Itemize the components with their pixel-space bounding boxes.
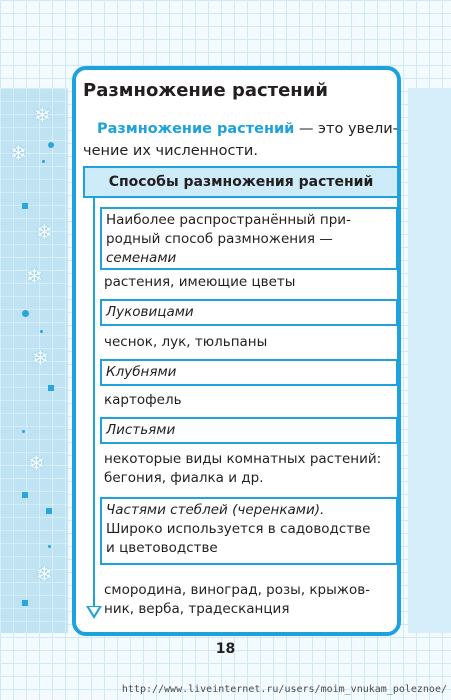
decor-square-icon <box>22 203 28 209</box>
snowflake-icon: ❄ <box>10 141 27 165</box>
page-title: Размножение растений <box>83 80 328 101</box>
decor-dot-icon <box>48 142 54 148</box>
method-box-line: родный способ размножения — <box>106 231 333 247</box>
intro-term: Размножение растений <box>97 121 295 137</box>
intro-paragraph <box>83 118 399 162</box>
decor-square-icon <box>22 600 28 606</box>
method-box-bulbs <box>100 299 398 326</box>
decor-square-icon <box>46 508 52 514</box>
method-desc-line: чеснок, лук, тюльпаны <box>104 334 268 350</box>
method-box-tubers <box>100 359 398 386</box>
methods-header: Способы размножения растений <box>83 166 399 198</box>
method-desc-line: бегония, фиалка и др. <box>104 470 264 486</box>
watermark-url: http://www.liveinternet.ru/users/moim_vnukam_poleznoe/ <box>121 684 447 695</box>
decor-dot-icon <box>22 430 25 433</box>
method-desc-line: некоторые виды комнатных растений: <box>104 451 382 467</box>
snowflake-icon: ❄ <box>36 562 53 586</box>
method-name: Луковицами <box>106 304 194 320</box>
method-box-line: и цветоводстве <box>106 540 218 556</box>
decor-square-icon <box>22 492 28 498</box>
method-name: Частями стеблей (черенками). <box>106 502 325 518</box>
method-name: Клубнями <box>106 364 177 380</box>
snowflake-icon: ❄ <box>28 451 45 475</box>
snowflake-icon: ❄ <box>36 220 53 244</box>
snowflake-icon: ❄ <box>34 103 51 127</box>
intro-line-1 <box>83 118 399 140</box>
methods-connector-line <box>93 198 95 612</box>
method-box-seeds <box>100 207 398 270</box>
method-name: семенами <box>106 250 177 266</box>
decor-dot-icon <box>40 330 43 333</box>
method-name: Листьями <box>106 422 176 438</box>
method-desc-line: растения, имеющие цветы <box>104 274 296 290</box>
right-decor-strip <box>408 88 451 633</box>
arrow-down-icon-inner <box>89 607 99 615</box>
method-box-leaves <box>100 417 398 444</box>
method-desc-line: смородина, виноград, розы, крыжов- <box>104 582 371 598</box>
decor-dot-icon <box>42 160 45 163</box>
snowflake-icon: ❄ <box>26 264 43 288</box>
intro-line-2: чение их численности. <box>83 143 258 159</box>
method-box-line: Широко используется в садоводстве <box>106 521 371 537</box>
decor-dot-icon <box>22 310 29 317</box>
intro-line-1-rest: — это увели- <box>294 121 398 137</box>
method-desc-line: ник, верба, традесканция <box>104 601 290 617</box>
decor-square-icon <box>48 385 54 391</box>
method-desc-bulbs <box>104 333 267 352</box>
method-desc-line: картофель <box>104 392 182 408</box>
snowflake-icon: ❄ <box>32 346 49 370</box>
method-box-cuttings <box>100 497 398 565</box>
method-desc-cuttings <box>104 581 370 619</box>
method-box-line: Наиболее распространённый при- <box>106 212 351 228</box>
method-desc-seeds <box>104 273 295 292</box>
page-number: 18 <box>215 641 236 657</box>
method-desc-tubers <box>104 391 182 410</box>
method-desc-leaves <box>104 450 381 488</box>
decor-dot-icon <box>48 545 51 548</box>
